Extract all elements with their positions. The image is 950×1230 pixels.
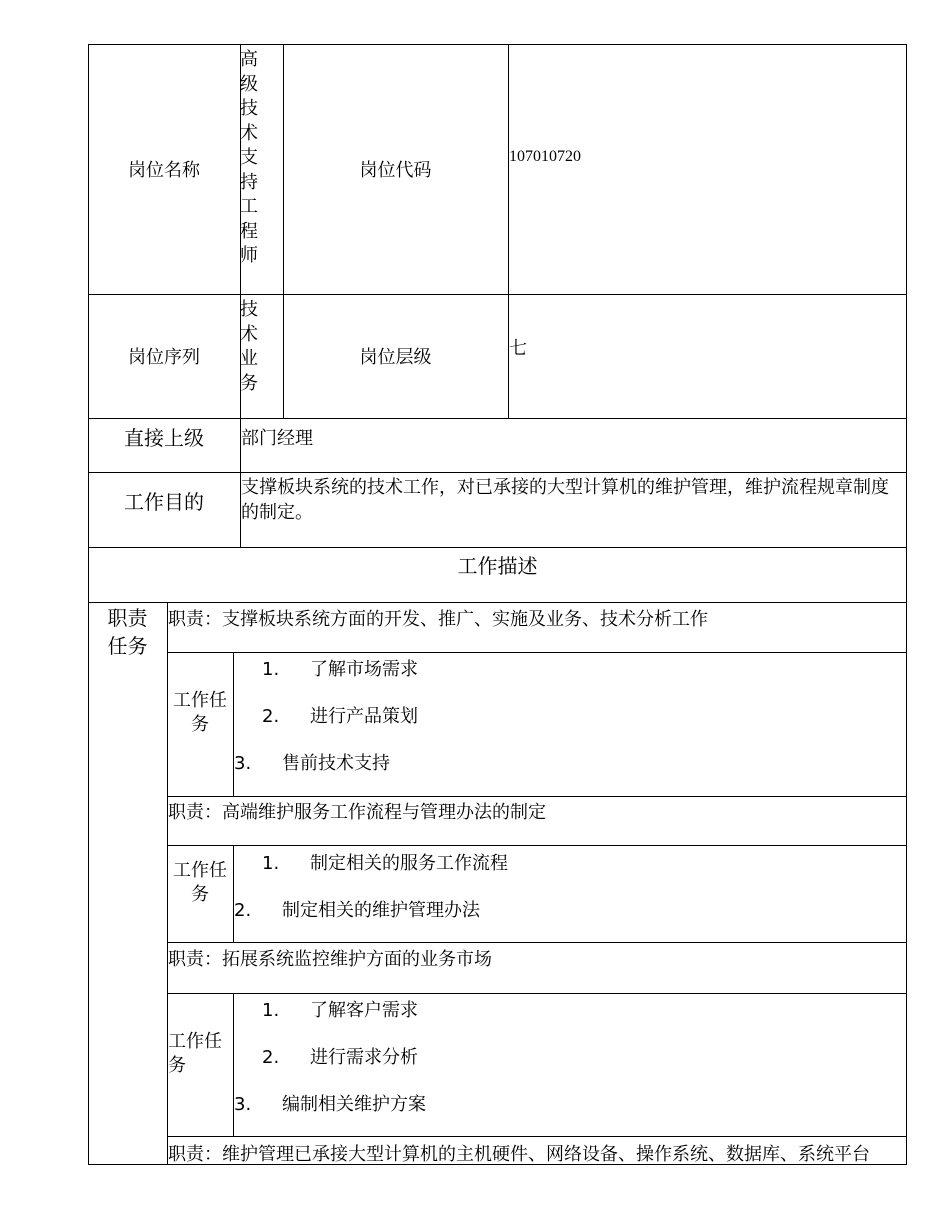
task-item: 1. 了解客户需求: [262, 1000, 418, 1021]
duties-label: 职责任务: [107, 606, 148, 658]
task-item: 2. 制定相关的维护管理办法: [234, 900, 480, 921]
work-tasks-label: 工作任务: [173, 860, 227, 905]
work-tasks-label: 工作任务: [173, 690, 227, 735]
task-item: 2. 进行需求分析: [262, 1047, 418, 1068]
position-code-value: 107010720: [509, 148, 581, 165]
position-name-label: 岗位名称: [128, 160, 200, 181]
position-series-value: 技术业务: [240, 299, 258, 394]
position-series-label: 岗位序列: [128, 347, 200, 368]
purpose-label: 工作目的: [124, 490, 204, 514]
duty-title: 职责：维护管理已承接大型计算机的主机硬件、网络设备、操作系统、数据库、系统平台: [168, 1144, 870, 1165]
work-tasks-label: 工作任务: [168, 1031, 222, 1076]
task-item: 2. 进行产品策划: [262, 706, 418, 727]
task-item: 3. 编制相关维护方案: [234, 1094, 426, 1115]
position-level-label: 岗位层级: [359, 347, 432, 368]
duty-title: 职责：支撑板块系统方面的开发、推广、实施及业务、技术分析工作: [168, 609, 708, 630]
duty-title: 职责：拓展系统监控维护方面的业务市场: [168, 949, 492, 970]
position-code-label: 岗位代码: [359, 160, 432, 181]
duty-title: 职责：高端维护服务工作流程与管理办法的制定: [168, 802, 546, 823]
task-item: 3. 售前技术支持: [234, 753, 390, 774]
supervisor-value: 部门经理: [241, 428, 313, 449]
task-item: 1. 了解市场需求: [262, 659, 418, 680]
supervisor-label: 直接上级: [124, 426, 204, 450]
task-item: 1. 制定相关的服务工作流程: [262, 853, 508, 874]
purpose-value: 支撑板块系统的技术工作，对已承接的大型计算机的维护管理，维护流程规章制度的制定。: [241, 477, 889, 523]
position-name-value: 高级技术支持工程师: [240, 49, 258, 266]
position-level-value: 七: [509, 338, 527, 359]
work-description-header: 工作描述: [457, 554, 538, 578]
